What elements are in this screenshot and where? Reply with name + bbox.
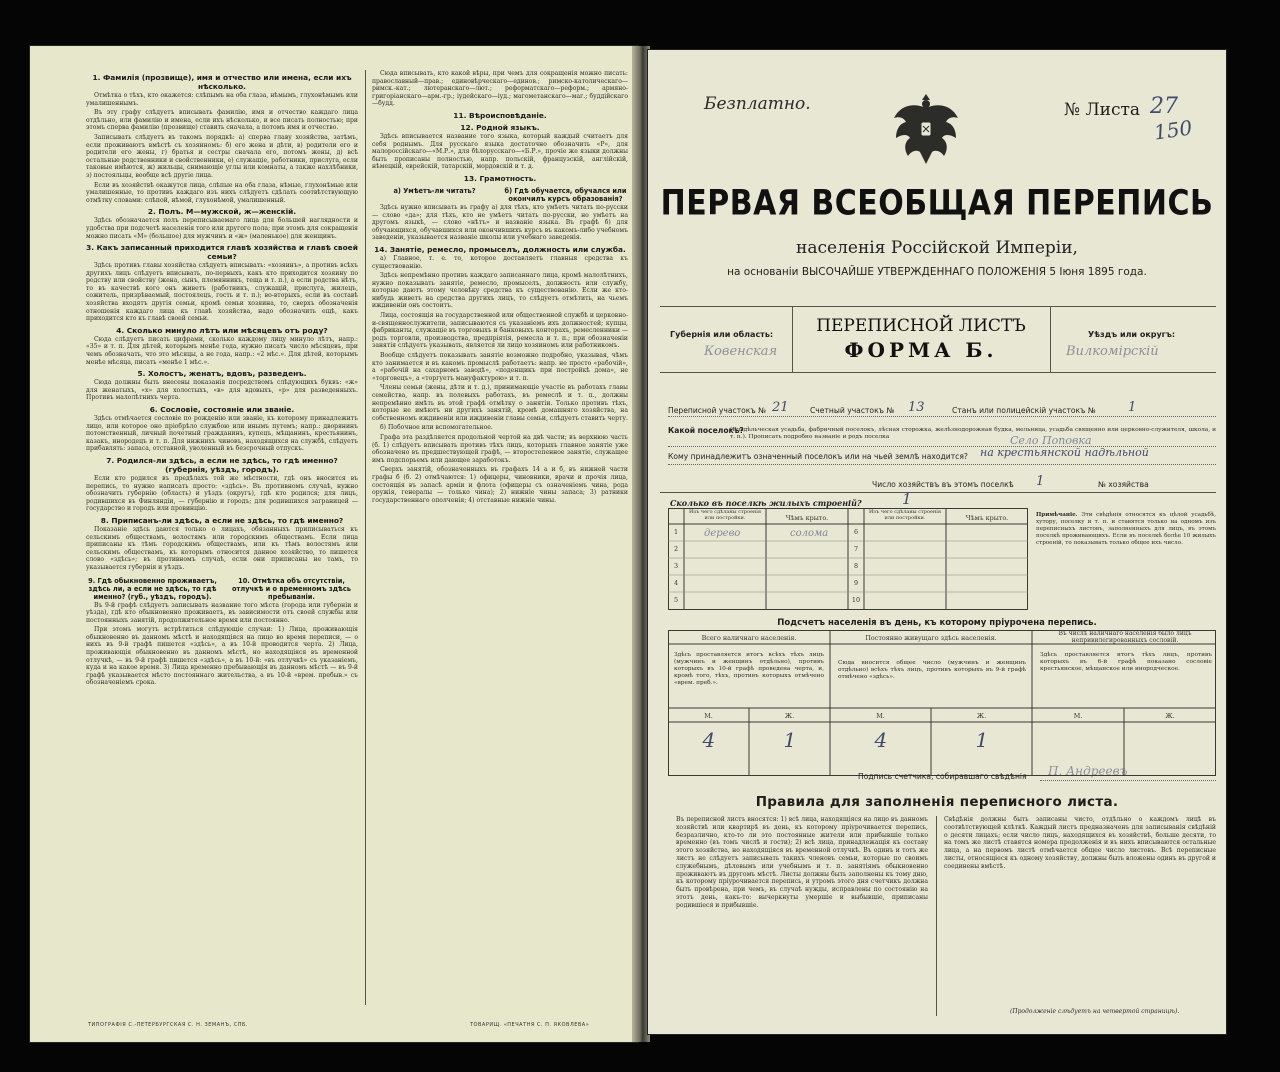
bt-row-number: 9 [853, 579, 859, 587]
bt-row-number: 7 [853, 545, 859, 553]
sheet-number-handwritten-2: 150 [1152, 115, 1194, 145]
instruction-paragraph: Если въ хозяйствѣ окажутся лица, слѣпые на оба глаза, нѣмые, глухонѣмые или умалишенные, то противъ каждаго изъ нихъ слѣдуетъ сдѣлать соотвѣтствующую отмѣтку словами: слѣпой, нѣмой, глухонѣмой, умалишенный. [86, 181, 358, 204]
instruction-paragraph: Лица, состоящія на государственной или общественной службѣ и церковно-и-священнослужители, записываются съ указаніемъ ихъ должностей; купцы, фабриканты, служащіе въ торговыхъ и банковыхъ конторахъ, ремесленники — родъ торговли, производства, предпріятія, ремесла и т. п.; при обозначеніи занятія слѣдуетъ указывать, является ли лицо хозяиномъ или работникомъ. [372, 312, 628, 350]
ct-male-header: М. [876, 712, 885, 720]
instruction-heading-pair [86, 574, 358, 602]
stan-label: Станъ или полицейскій участокъ № [952, 406, 1096, 415]
settlement-value: Село Поповка [1010, 434, 1092, 447]
instruction-paragraph: Здѣсь вписывается название того языка, который каждый считаетъ для себя роднымъ. Для русскаго языка достаточно обозначить «Р», для малороссійскаго—«М.Р.», для бѣлорусскаго—«Б.Р.», прочіе же языки должны быть прописаны полностью, напр. польскій, французскій, англійскій, нѣмецкій, еврейскій, татарскій, мордовскій и т. д. [372, 132, 628, 171]
instruction-paragraph: Въ 9-й графѣ слѣдуетъ записывать название того мѣста (города или губерніи и уѣзда), гдѣ кто обыкновенно проживаетъ, въ зависимости отъ своей службы или постоянныхъ занятій, продолжительное время или постоянно. [86, 601, 358, 624]
instruction-heading: 12. Родной языкъ. [460, 122, 540, 132]
buildings-label: Сколько въ поселкѣ жилыхъ строеній? [670, 498, 862, 508]
instruction-paragraph: Сюда слѣдуетъ писать цифрами, сколько каждому лицу минуло лѣтъ, напр.: «35» и т. п. Для дѣтей, которымъ менѣе года, нужно писать число мѣсяцевъ, при чемъ обозначать, что это мѣсяцы, а не года, напр.: «2 мѣс.». Для дѣтей, которымъ менѣе мѣсяца, писать «менѣе 1 мѣс.». [86, 335, 358, 366]
instructions-column-1 [86, 70, 358, 1010]
households-underline [660, 492, 1216, 493]
column-divider [365, 70, 366, 1005]
instruction-paragraph: а) Главное, т. е. то, которое доставляетъ главныя средства къ существованію. [372, 254, 628, 270]
instruction-heading: 3. Какъ записанный приходится главѣ хозяйства и главѣ своей семьи? [86, 243, 358, 262]
bt-row-number: 3 [673, 562, 679, 570]
header-divider-right [1050, 306, 1051, 372]
instruction-paragraph: Въ эту графу слѣдуетъ вписывать фамилію, имя и отчество каждаго лица отдѣльно, или фамилію и имена, если ихъ нѣсколько, и все писать полностью; при этомъ сперва фамилію (прозвище) ставить сначала, а потомъ имя и отчество. [86, 109, 358, 132]
ct-male-header: М. [1073, 712, 1083, 720]
ct-head-total: Всего наличнаго населенія. [701, 634, 797, 642]
population-count-heading: Подсчетъ населенія въ день, къ которому пріурочена перепись. [777, 618, 1097, 628]
instruction-paragraph: Показаніе здѣсь даются только о лицахъ, обязанныхъ приписываться къ сельскимъ обществамъ, волостямъ или городскимъ обществамъ. Если лица приписаны къ тѣмъ городскимъ обществамъ, или къ тѣмъ волостямъ или сельскимъ обществамъ, къ которымъ относится данное хозяйство, то пишется слово «здѣсь»; въ противномъ случаѣ, если они приписаны не тамъ, то указывается губернія и уѣздъ. [86, 525, 358, 571]
census-area-label: Переписной участокъ № [668, 406, 767, 415]
buildings-value: 1 [902, 490, 912, 508]
count-area-label: Счетный участокъ № [810, 406, 895, 415]
stan-value: 1 [1128, 400, 1137, 415]
bt-head-roof-right: Чѣмъ крыто. [965, 514, 1009, 522]
ct-text-permanent: Сюда вносится общее число (мужчинъ и женщинъ отдѣльно) всѣхъ тѣхъ лицъ, противъ которыхъ въ 9-й графѣ отмѣчено «здѣсь». [838, 660, 1026, 680]
households-value: 1 [1036, 474, 1045, 489]
rules-continuation: (Продолженіе слѣдуетъ на четвертой страницѣ). [1010, 1008, 1180, 1015]
instruction-heading: 11. Вѣроисповѣданіе. [453, 110, 547, 120]
bt-head-material-right: Изъ чего сдѣланы строенія или постройки. [868, 509, 942, 521]
household-number-label: № хозяйства [1098, 480, 1149, 489]
instruction-paragraph: Отмѣтка о тѣхъ, кто окажется: слѣпымъ на оба глаза, нѣмымъ, глухонѣмымъ или умалишеннымъ. [86, 92, 358, 107]
instruction-paragraph: Вообще слѣдуетъ показывать занятіе возможно подробно, указывая, чѣмъ кто занимается и въ какомъ промыслѣ работаетъ: напр. не просто «рабочій», а «рабочій на сахарномъ заводѣ», «поденщикъ при постройкѣ дома», не «торговецъ», а «торгуетъ мануфактурою» и т. п. [372, 352, 628, 382]
instruction-paragraph: б) Побочное или вспомогательное. [380, 424, 493, 432]
bt-row-number: 4 [673, 579, 679, 587]
households-label: Число хозяйствъ въ этомъ поселкѣ [872, 480, 1014, 489]
sheet-title: ПЕРЕПИСНОЙ ЛИСТЪ [816, 316, 1026, 336]
instruction-paragraph: Сюда должны быть внесены показанія посредствомъ слѣдующихъ буквъ: «ж» для женатыхъ, «х» для холостыхъ, «в» для вдовыхъ, «р» для разведенныхъ. Противъ малолѣтнихъ черта. [86, 379, 358, 402]
ct-female-header: Ж. [976, 712, 987, 720]
ct-male-header: М. [704, 712, 713, 720]
bt-head-material-left: Изъ чего сдѣланы строенія или постройки. [688, 509, 762, 521]
rules-column-2: Свѣдѣнія должны быть записаны чисто, отдѣльно о каждомъ лицѣ въ соотвѣтствующей клѣткѣ. Каждый листъ предназначенъ для записыванія свѣдѣній о десяти лицахъ; если число лицъ, находящихся въ хозяйствѣ, больше десяти, то на томъ же листѣ ставятся номера продолженія и въ нихъ вписываются остальные лица, а на первомъ листѣ отмѣчается общее число листовъ. Всѣ переписные листы, относящіеся къ одному хозяйству, должны быть вложены одинъ въ другой и соединены вмѣстѣ. [944, 816, 1216, 870]
instruction-paragraph: Здѣсь непремѣнно противъ каждаго записаннаго лица, кромѣ малолѣтнихъ, нужно показывать занятіе, ремесло, промыселъ, должность или службу, которые даютъ этому человѣку средства къ существованію. Если же кто-нибудь живетъ на средства другихъ лицъ, то слѣдуетъ отмѣтить, на чьемъ иждивеніи онъ состоитъ. [372, 272, 628, 310]
owner-value: на крестьянской надѣльной [980, 446, 1149, 459]
census-title: ПЕРВАЯ ВСЕОБЩАЯ ПЕРЕПИСЬ [660, 183, 1214, 224]
note-text: Эти свѣдѣнія относятся къ цѣлой усадьбѣ, хутору, поселку и т. п. и ставятся только на одномъ изъ переписныхъ листовъ, заполненныхъ для лицъ, въ этомъ поселкѣ проживающихъ. Если въ поселкѣ болѣе 10 жилыхъ строеній, то показывать только общее ихъ число. [1036, 512, 1216, 546]
double-headed-eagle-emblem [890, 88, 962, 170]
bt-row-number: 10 [851, 596, 861, 604]
header-top-rule [660, 306, 1216, 307]
county-value: Вилкомірскій [1066, 344, 1159, 359]
owner-underline [668, 464, 1216, 465]
instruction-heading: 7. Родился-ли здѣсь, а если не здѣсь, то гдѣ именно? (губернія, уѣздъ, городъ). [106, 455, 338, 474]
rules-column-1: Въ переписной листъ вносятся: 1) всѣ лица, находящіяся на лицо въ данномъ хозяйствѣ или квартирѣ въ день, къ которому пріурочивается перепись, безразлично, кто-то ли это постоянные жители или прибывшіе только временно (въ томъ числѣ и гости); 2) всѣ лица, принадлежащія къ составу этого хозяйства, но находящіяся въ временной отлучкѣ. Въ одинъ и тотъ же листъ не слѣдуетъ записывать такихъ членовъ семьи, которые по своимъ служебнымъ, дѣловымъ или учебнымъ и т. п. занятіямъ обыкновенно проживаютъ въ другомъ мѣстѣ. Листы должны быть заполнены къ тому дню, къ которому пріурочивается перепись, и утромъ этого дня счетчикъ должна быть провѣрена, при чемъ, въ случаѣ нужды, исправлены по состоянію на этотъ день, какъ-то: вычеркнуты умершіе и выбывшіе, приписаны родившіеся и прибывшіе. [676, 816, 928, 909]
ct-female-header: Ж. [784, 712, 795, 720]
ct-text-total: Здѣсь проставляется итогъ всѣхъ тѣхъ лицъ (мужчинъ и женщинъ отдѣльно), противъ которыхъ въ 10-й графѣ проведена черта, и, кромѣ того, тѣхъ, противъ которыхъ отмѣчено «врем. преб.». [674, 652, 824, 686]
ct-female-value: 1 [975, 728, 989, 752]
province-label: Губернія или область: [670, 330, 774, 339]
instruction-heading: 4. Сколько минуло лѣтъ или мѣсяцевъ отъ роду? [116, 325, 328, 335]
bt-row-number: 6 [853, 528, 859, 536]
left-footer-printer: ТИПОГРАФІЯ С.-ПЕТЕРБУРГСКАЯ С. Н. ЗЕМАНЪ, СПБ. [88, 1022, 248, 1028]
instruction-paragraph: Сюда вписывать, кто какой вѣры, при чемъ для сокращенія можно писать: православный—прав.; единовѣрческаго—единов.; римско-католическаго—римск.-кат.; лютеранскаго—лют.; реформатскаго—реформ.; армяно-григоріанскаго—арм.-гр.; іудейскаго—іуд.; магометанскаго—маг.; буддійскаго—будд. [372, 70, 628, 108]
census-decree: на основаніи ВЫСОЧАЙШЕ УТВЕРЖДЕННАГО ПОЛОЖЕНІЯ 5 Іюня 1895 года. [727, 266, 1147, 278]
bt-head-roof-left: Чѣмъ крыто. [785, 514, 829, 522]
instruction-paragraph: Члены семьи (жены, дѣти и т. д.), принимающіе участіе въ работахъ главы семейства, напр. въ полевыхъ работахъ, въ ремеслѣ и т. п., должны непремѣнно имѣть въ этой графѣ отмѣтку о занятіи. Только противъ тѣхъ, которые не имѣютъ ни другихъ занятій, кромѣ домашняго хозяйства, на собственномъ иждивеніи или иждивеніи главы семьи, слѣдуетъ ставить черту. [372, 384, 628, 422]
census-subtitle: населенія Россійской Имперіи, [796, 238, 1078, 258]
instruction-paragraph: Здѣсь отмѣчается сословіе по рожденію или званіе, къ которому принадлежитъ лицо, или которое оно пріобрѣло службою или инымъ путемъ; напр.: дворянинъ потомственный, личный почетный гражданинъ, купецъ, мѣщанинъ, крестьянинъ, казакъ, инородецъ и т. п. Для нижнихъ чиновъ, находящихся на службѣ, слѣдуетъ прибавлять: запаса, отставной, уволенный въ безсрочный отпускъ. [86, 415, 358, 453]
buildings-table [668, 508, 1028, 610]
instruction-heading-pair [372, 184, 628, 204]
instruction-paragraph: При этомъ могутъ встрѣтиться слѣдующіе случаи: 1) Лица, проживающія обыкновенно въ данномъ мѣстѣ и находящіяся на лицо во время переписи, — о нихъ въ 9-й графѣ пишется «здѣсь», а въ 10-й проводится черта. 2) Лица, проживающія обыкновенно въ данномъ мѣстѣ, но находящіяся въ временной отлучкѣ, — въ 9-й графѣ пишется «здѣсь», а въ 10-й: «въ отлучкѣ» съ указаніемъ, куда и на какое время. 3) Лица временно пребывающія въ данномъ мѣстѣ — въ 9-й графѣ указывается мѣсто постояннаго жительства, а въ 10-й «врем. пребыв.» съ обозначеніемъ срока. [86, 626, 358, 687]
settlement-label: Какой поселокъ? [668, 426, 744, 435]
form-title: ФОРМА Б. [844, 338, 998, 362]
instruction-paragraph: Графа эта раздѣляется продольной чертой на двѣ части; въ верхнюю часть (б. 1) слѣдуетъ вписывать противъ тѣхъ лицъ, которыхъ главное занятіе уже обозначено въ предшествующей графѣ, — второстепенное занятіе, служащее имъ подспорьемъ или дающее заработокъ. [372, 433, 628, 464]
note-label: Примѣчаніе. [1036, 512, 1078, 518]
instruction-heading: 14. Занятіе, ремесло, промыселъ, должность или служба. [374, 244, 626, 254]
signature-underline [1040, 780, 1216, 781]
owner-label: Кому принадлежитъ означенный поселокъ или на чьей землѣ находится? [668, 452, 968, 461]
count-area-value: 13 [908, 400, 925, 415]
bt-row-number: 2 [673, 545, 679, 553]
free-label: Безплатно. [704, 94, 811, 114]
census-area-value: 21 [772, 400, 789, 415]
ct-male-value: 4 [702, 728, 716, 752]
instruction-heading: 1. Фамилія (прозвище), имя и отчество или имена, если ихъ нѣсколько. [92, 73, 352, 91]
instruction-paragraph: Сверхъ занятій, обозначенныхъ въ графахъ 14 а и б, въ нижней части графы б (б. 2) отмѣчаются: 1) офицеры, чиновники, врачи и прочія лица, состоящія въ запасѣ арміи и флота (офицеры съ означеніемъ чина, рода оружія, генералы — только чина); 2) нижніе чины запаса; 3) ратники государственнаго ополченія; 4) отставные нижніе чины. [372, 466, 628, 504]
instruction-heading: 8. Приписанъ-ли здѣсь, а если не здѣсь, то гдѣ именно? [100, 515, 344, 525]
rules-heading: Правила для заполненія переписного листа. [755, 794, 1119, 810]
instruction-heading: 2. Полъ. М—мужской, ж—женскій. [147, 207, 297, 217]
bt-row-number: 1 [673, 528, 679, 536]
bt-row1-material: дерево [704, 528, 741, 539]
bt-row1-roof: солома [790, 528, 829, 539]
ct-female-header: Ж. [1165, 712, 1175, 720]
instruction-heading: 6. Сословіе, состояніе или званіе. [149, 405, 295, 414]
sheet-number-label: № Листа [1064, 100, 1141, 120]
instruction-paragraph: Здѣсь нужно вписывать въ графу а) для тѣхъ, кто умѣетъ читать по-русски — слово «да»; для тѣхъ, кто не умѣетъ читать по-русски, но умѣетъ на другомъ языкѣ, — слово «нѣтъ» и названіе языка. Въ графѣ б) для обучающихся, обучавшихся или окончившихъ курсъ въ какомъ-либо учебномъ заведеніи, указывается названіе школы или учебнаго заведенія. [372, 203, 628, 242]
counter-signature-value: П. Андреевъ [1048, 764, 1128, 778]
bt-row-number: 8 [853, 562, 859, 570]
instruction-heading: б) Гдѣ обучается, обучался или окончилъ курсъ образованія? [504, 186, 627, 203]
header-divider-left [792, 306, 793, 372]
ct-head-nonprivileged: Въ числѣ наличнаго населенія было лицъ непривилегированныхъ сословій. [1058, 630, 1192, 644]
ct-male-value: 4 [874, 728, 888, 752]
rules-divider [936, 816, 937, 1016]
instruction-paragraph: Записывать слѣдуетъ въ такомъ порядкѣ: а) сперва главу хозяйства, затѣмъ, если проживаютъ вмѣстѣ съ хозяиномъ: б) его жена и дѣти, в) родители его и родители его жены, г) братья и сестры сначала его, потомъ жены, д) всѣ остальные родственники и свойственники, е) служащіе, работники, прислуга, если таковые имѣются, ж) жильцы, снимающіе углы или комнаты, а также нахлѣбники, з) постояльцы, вообще всѣ другіе лица. [86, 133, 358, 179]
ct-text-nonprivileged: Здѣсь проставляется итогъ тѣхъ лицъ, противъ которыхъ въ 6-й графѣ показано сословіе крестьянское, мѣщанское или инородческое. [1040, 652, 1212, 672]
header-bottom-rule [660, 372, 1216, 373]
instruction-paragraph: Если кто родился въ предѣлахъ той же мѣстности, гдѣ онъ вносится въ перепись, то нужно написать просто: «здѣсь». Въ противномъ случаѣ, нужно обозначить губернію (область) и уѣздъ (округъ), гдѣ кто родился; для лицъ, родившихся въ Финляндіи, — губернію и городъ; для родившихся заграницей — государство и городъ или провинцію. [86, 474, 358, 513]
bt-row-number: 5 [673, 596, 679, 604]
province-value: Ковенская [704, 344, 778, 359]
instruction-paragraph: Здѣсь обозначается полъ переписываемаго лица для большей наглядности и удобства при подсчетѣ населенія того или другого пола; при этомъ для сокращенія можно писать «М» (большое) для мужчинъ и «ж» (маленькое) для женщинъ. [86, 217, 358, 240]
instruction-heading: а) Умѣетъ-ли читать? [393, 186, 476, 195]
county-label: Уѣздъ или округъ: [1088, 330, 1176, 339]
ct-head-permanent: Постоянно живущаго здѣсь населенія. [865, 634, 997, 642]
instruction-heading: 13. Грамотность. [463, 173, 537, 183]
census-area-underline [668, 416, 1216, 417]
buildings-note [1036, 512, 1216, 547]
settlement-help: (Владѣльческая усадьба, фабричный поселокъ, лѣсная сторожка, желѣзнодорожная будка, мельница, усадьба священно или церковно-служителя, школа, и т. п.). Прописать подробно названіе и родъ поселка [730, 427, 1216, 441]
counter-signature-label: Подпись счетчика, собиравшаго свѣдѣнія [858, 772, 1027, 781]
instruction-heading: 5. Холостъ, женатъ, вдовъ, разведенъ. [137, 369, 307, 379]
instructions-column-2 [372, 70, 628, 1010]
instruction-heading: 10. Отмѣтка объ отсутствіи, отлучкѣ и о временномъ здѣсь пребываніи. [232, 576, 351, 601]
instruction-paragraph: Здѣсь противъ главы хозяйства слѣдуетъ вписывать: «хозяинъ», а противъ всѣхъ другихъ лицъ слѣдуетъ вписывать, по-первыхъ, какъ кто приходится хозяину по родству или свойству (жена, сынъ, племянникъ, теща и т. п.), а если родства нѣтъ, то въ качествѣ кого онъ живетъ (работникъ, служащій, прислуга, жилецъ, сожитель, призрѣваемый, постоялецъ, гость и т. п.); во-вторыхъ, если въ составѣ хозяйства входятъ другія семьи, кромѣ семьи хозяина, то, сверхъ обозначенія отношенія каждаго лица къ главѣ хозяйства, надо обозначить ещѣ, какъ приходится кто къ главѣ своей семьи. [86, 262, 358, 323]
sheet-number-handwritten: 27 [1150, 94, 1178, 119]
right-footer-printer: ТОВАРИЩ. «ПЕЧАТНЯ С. П. ЯКОВЛЕВА» [470, 1022, 590, 1028]
ct-female-value: 1 [783, 728, 797, 752]
instruction-heading: 9. Гдѣ обыкновенно проживаетъ, здѣсь ли, а если не здѣсь, то гдѣ именно? (губ., уѣздъ, городъ). [88, 576, 217, 601]
